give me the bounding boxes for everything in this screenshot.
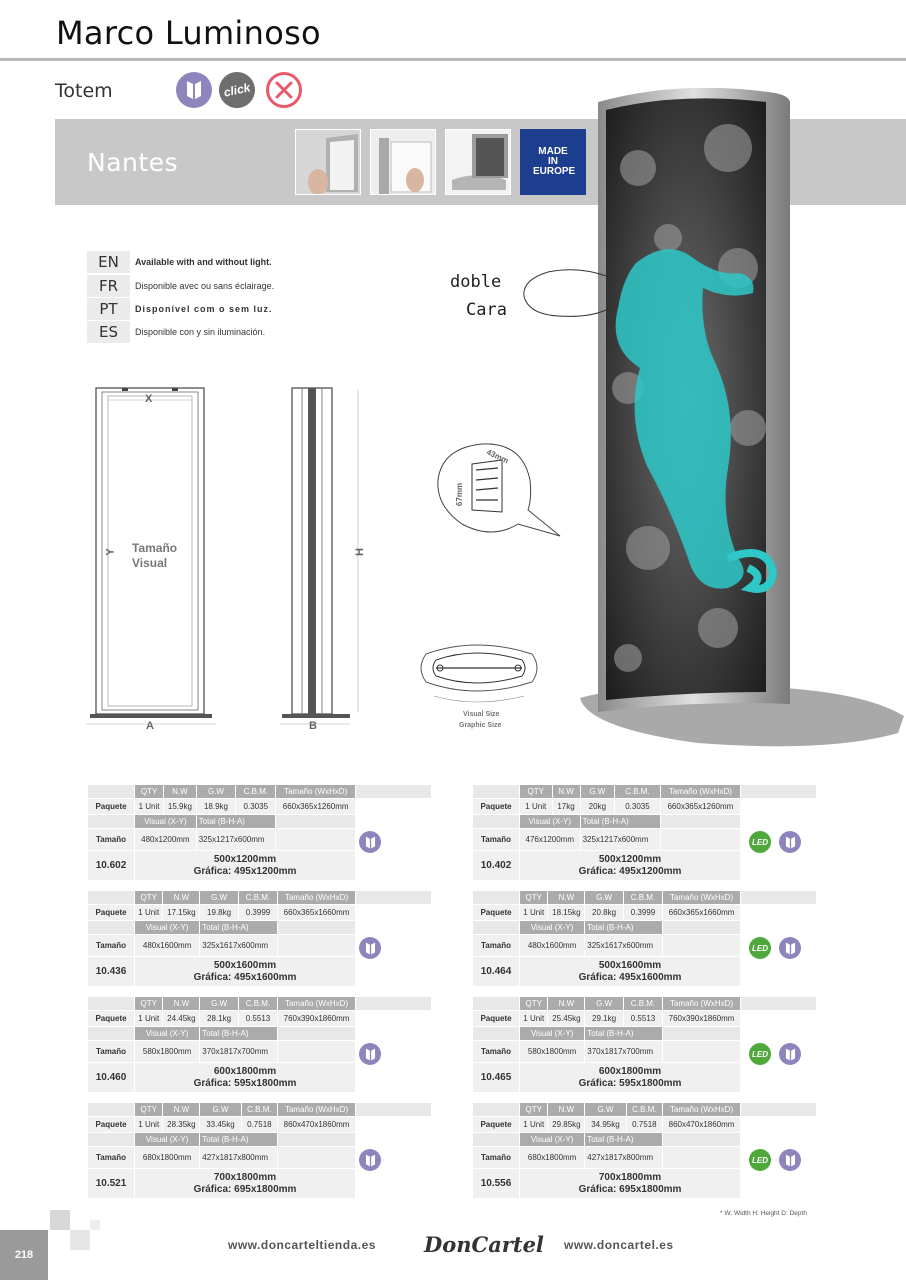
col-visual: Visual (X-Y) bbox=[520, 1027, 585, 1041]
cell-dims: 860x470x1860mm bbox=[663, 1117, 741, 1133]
col-cbm: C.B.M. bbox=[238, 997, 277, 1011]
led-icon bbox=[749, 1149, 771, 1171]
col-total: Total (B-H-A) bbox=[200, 1133, 278, 1147]
col-gw: G.W bbox=[580, 785, 615, 799]
graphic-size-caption: Graphic Size bbox=[459, 722, 502, 729]
cell-total: 325x1217x600mm bbox=[196, 829, 276, 851]
lang-row-fr bbox=[87, 275, 287, 297]
cell-visual: 680x1800mm bbox=[135, 1147, 200, 1169]
row-label-paquete: Paquete bbox=[473, 799, 520, 815]
cell-nw: 28.35kg bbox=[163, 1117, 200, 1133]
col-nw: N.W bbox=[548, 1103, 585, 1117]
col-gw: G.W bbox=[200, 891, 239, 905]
side-view-drawing bbox=[280, 386, 370, 732]
cell-gw: 33.45kg bbox=[200, 1117, 241, 1133]
size-main: 600x1800mm bbox=[213, 1065, 277, 1077]
lang-row-en bbox=[87, 251, 287, 273]
lang-row-es bbox=[87, 321, 287, 343]
cell-visual: 480x1200mm bbox=[135, 829, 197, 851]
cell-nw: 24.45kg bbox=[163, 1011, 200, 1027]
led-label: LED bbox=[752, 1049, 768, 1059]
detail-photo-base bbox=[445, 129, 511, 195]
product-code: 10.460 bbox=[88, 1063, 135, 1093]
cell-dims: 760x390x1860mm bbox=[663, 1011, 741, 1027]
led-label: LED bbox=[752, 1155, 768, 1165]
frame-profile-icon bbox=[359, 937, 381, 959]
col-dims: Tamaño (WxHxD) bbox=[663, 1103, 741, 1117]
frame-profile-icon bbox=[779, 1149, 801, 1171]
col-total: Total (B-H-A) bbox=[585, 921, 663, 935]
cell-dims: 660x365x1660mm bbox=[278, 905, 356, 921]
row-label-tamano: Tamaño bbox=[473, 935, 520, 957]
cell-dims: 660x365x1260mm bbox=[660, 799, 740, 815]
cell-qty: 1 Unit bbox=[520, 905, 548, 921]
col-qty: QTY bbox=[520, 785, 553, 799]
cell-total: 370x1817x700mm bbox=[200, 1041, 278, 1063]
col-total: Total (B-H-A) bbox=[200, 921, 278, 935]
dim-h: H bbox=[353, 548, 366, 556]
col-gw: G.W bbox=[585, 997, 624, 1011]
cell-cbm: 0.7518 bbox=[626, 1117, 662, 1133]
size-graphic: Gráfica: 495x1600mm bbox=[578, 971, 682, 983]
product-size bbox=[135, 1063, 356, 1093]
row-label-tamano: Tamaño bbox=[473, 1041, 520, 1063]
spec-table bbox=[87, 890, 432, 987]
page-title: Marco Luminoso bbox=[56, 14, 321, 52]
totem-product-photo bbox=[578, 88, 906, 748]
product-code: 10.402 bbox=[473, 851, 520, 881]
cell-gw: 18.9kg bbox=[196, 799, 236, 815]
row-label-paquete: Paquete bbox=[88, 1117, 135, 1133]
size-main: 700x1800mm bbox=[213, 1171, 277, 1183]
cell-qty: 1 Unit bbox=[520, 1117, 548, 1133]
col-nw: N.W bbox=[548, 891, 585, 905]
size-main: 500x1200mm bbox=[213, 853, 277, 865]
annotation-line2: Cara bbox=[466, 300, 507, 320]
product-category: Totem bbox=[55, 80, 113, 102]
lang-text: Disponível com o sem luz. bbox=[135, 304, 273, 314]
dim-b: B bbox=[309, 720, 317, 732]
product-size bbox=[135, 851, 356, 881]
col-cbm: C.B.M. bbox=[623, 891, 662, 905]
col-cbm: C.B.M. bbox=[615, 785, 661, 799]
col-nw: N.W bbox=[163, 891, 200, 905]
product-name: Nantes bbox=[87, 148, 179, 177]
size-main: 500x1600mm bbox=[598, 959, 662, 971]
cell-gw: 19.8kg bbox=[200, 905, 239, 921]
cell-cbm: 0.3999 bbox=[238, 905, 277, 921]
col-cbm: C.B.M. bbox=[238, 891, 277, 905]
col-visual: Visual (X-Y) bbox=[135, 921, 200, 935]
col-gw: G.W bbox=[200, 997, 239, 1011]
cell-cbm: 0.3999 bbox=[623, 905, 662, 921]
cell-nw: 15.9kg bbox=[164, 799, 197, 815]
cell-qty: 1 Unit bbox=[520, 1011, 548, 1027]
led-icon bbox=[749, 1043, 771, 1065]
lang-code: EN bbox=[87, 251, 130, 273]
cell-dims: 860x470x1860mm bbox=[278, 1117, 356, 1133]
footer-link-main[interactable]: www.doncartel.es bbox=[564, 1238, 674, 1252]
spec-table bbox=[87, 1102, 432, 1199]
base-top-view-drawing bbox=[416, 636, 542, 716]
cell-qty: 1 Unit bbox=[135, 1011, 163, 1027]
row-label-paquete: Paquete bbox=[473, 1117, 520, 1133]
size-main: 500x1600mm bbox=[213, 959, 277, 971]
product-code: 10.436 bbox=[88, 957, 135, 987]
lang-code: FR bbox=[87, 275, 130, 297]
row-label-tamano: Tamaño bbox=[88, 935, 135, 957]
col-cbm: C.B.M. bbox=[236, 785, 276, 799]
cell-nw: 29.85kg bbox=[548, 1117, 585, 1133]
footnote: * W: Width H: Height D: Depth bbox=[720, 1210, 807, 1217]
cell-cbm: 0.7518 bbox=[241, 1117, 277, 1133]
row-label-paquete: Paquete bbox=[473, 1011, 520, 1027]
col-qty: QTY bbox=[520, 891, 548, 905]
col-visual: Visual (X-Y) bbox=[520, 815, 581, 829]
cell-visual: 580x1800mm bbox=[520, 1041, 585, 1063]
product-code: 10.464 bbox=[473, 957, 520, 987]
col-qty: QTY bbox=[135, 997, 163, 1011]
led-icon bbox=[749, 831, 771, 853]
cell-cbm: 0.3035 bbox=[236, 799, 276, 815]
col-total: Total (B-H-A) bbox=[196, 815, 276, 829]
col-total: Total (B-H-A) bbox=[585, 1133, 663, 1147]
row-label-tamano: Tamaño bbox=[88, 1041, 135, 1063]
frame-profile-icon bbox=[779, 831, 801, 853]
col-gw: G.W bbox=[585, 891, 624, 905]
product-size bbox=[520, 851, 741, 881]
cell-total: 325x1217x600mm bbox=[580, 829, 660, 851]
col-gw: G.W bbox=[585, 1103, 626, 1117]
cell-total: 427x1817x800mm bbox=[585, 1147, 663, 1169]
dim-x: X bbox=[145, 393, 153, 405]
product-size bbox=[520, 1063, 741, 1093]
cell-gw: 28.1kg bbox=[200, 1011, 239, 1027]
dim-y: Y bbox=[104, 548, 117, 556]
lang-code: PT bbox=[87, 298, 130, 320]
product-code: 10.465 bbox=[473, 1063, 520, 1093]
size-main: 700x1800mm bbox=[598, 1171, 662, 1183]
cell-qty: 1 Unit bbox=[520, 799, 553, 815]
brand-logo: DonCartel bbox=[424, 1232, 544, 1257]
col-qty: QTY bbox=[135, 785, 164, 799]
col-dims: Tamaño (WxHxD) bbox=[663, 891, 741, 905]
col-nw: N.W bbox=[163, 1103, 200, 1117]
cell-dims: 760x390x1860mm bbox=[278, 1011, 356, 1027]
cell-visual: 680x1800mm bbox=[520, 1147, 585, 1169]
lang-text: Disponible avec ou sans éclairage. bbox=[135, 281, 275, 291]
size-graphic: Gráfica: 495x1600mm bbox=[193, 971, 297, 983]
col-dims: Tamaño (WxHxD) bbox=[660, 785, 740, 799]
frame-profile-icon bbox=[359, 1149, 381, 1171]
product-size bbox=[520, 957, 741, 987]
made-in-europe-badge: MADE IN EUROPE bbox=[520, 129, 586, 195]
cell-visual: 480x1600mm bbox=[135, 935, 200, 957]
row-label-paquete: Paquete bbox=[88, 905, 135, 921]
col-visual: Visual (X-Y) bbox=[520, 921, 585, 935]
frame-profile-icon bbox=[359, 831, 381, 853]
col-gw: G.W bbox=[196, 785, 236, 799]
dim-a: A bbox=[146, 720, 154, 732]
col-total: Total (B-H-A) bbox=[200, 1027, 278, 1041]
cell-dims: 660x365x1660mm bbox=[663, 905, 741, 921]
visual-size-label: Tamaño Visual bbox=[132, 541, 178, 570]
cell-gw: 20kg bbox=[580, 799, 615, 815]
row-label-tamano: Tamaño bbox=[88, 829, 135, 851]
product-code: 10.556 bbox=[473, 1169, 520, 1199]
cell-dims: 660x365x1260mm bbox=[276, 799, 356, 815]
col-dims: Tamaño (WxHxD) bbox=[663, 997, 741, 1011]
col-cbm: C.B.M. bbox=[626, 1103, 662, 1117]
cell-visual: 580x1800mm bbox=[135, 1041, 200, 1063]
col-dims: Tamaño (WxHxD) bbox=[276, 785, 356, 799]
no-tools-icon bbox=[266, 72, 302, 108]
size-graphic: Gráfica: 495x1200mm bbox=[193, 865, 297, 877]
row-label-paquete: Paquete bbox=[473, 905, 520, 921]
click-label: click bbox=[222, 80, 252, 100]
product-code: 10.602 bbox=[88, 851, 135, 881]
cell-qty: 1 Unit bbox=[135, 799, 164, 815]
spec-table bbox=[87, 784, 432, 881]
frame-profile-icon bbox=[359, 1043, 381, 1065]
cell-nw: 17.15kg bbox=[163, 905, 200, 921]
col-nw: N.W bbox=[163, 997, 200, 1011]
lang-text: Available with and without light. bbox=[135, 257, 272, 267]
cell-total: 325x1617x600mm bbox=[585, 935, 663, 957]
cell-nw: 18.15kg bbox=[548, 905, 585, 921]
footer-deco-squares bbox=[48, 1208, 102, 1252]
row-label-tamano: Tamaño bbox=[473, 1147, 520, 1169]
col-total: Total (B-H-A) bbox=[580, 815, 660, 829]
cell-qty: 1 Unit bbox=[135, 905, 163, 921]
frame-profile-icon bbox=[779, 937, 801, 959]
profile-height: 67mm bbox=[455, 482, 465, 507]
cell-gw: 20.8kg bbox=[585, 905, 624, 921]
cell-visual: 476x1200mm bbox=[520, 829, 581, 851]
col-cbm: C.B.M. bbox=[623, 997, 662, 1011]
led-icon bbox=[749, 937, 771, 959]
col-qty: QTY bbox=[135, 1103, 163, 1117]
col-cbm: C.B.M. bbox=[241, 1103, 277, 1117]
product-code: 10.521 bbox=[88, 1169, 135, 1199]
col-visual: Visual (X-Y) bbox=[520, 1133, 585, 1147]
lang-row-pt bbox=[87, 298, 287, 320]
col-nw: N.W bbox=[548, 997, 585, 1011]
cell-nw: 17kg bbox=[552, 799, 580, 815]
cell-gw: 29.1kg bbox=[585, 1011, 624, 1027]
lang-code: ES bbox=[87, 321, 130, 343]
cell-total: 325x1617x600mm bbox=[200, 935, 278, 957]
cell-nw: 25.45kg bbox=[548, 1011, 585, 1027]
cell-visual: 480x1600mm bbox=[520, 935, 585, 957]
row-label-tamano: Tamaño bbox=[88, 1147, 135, 1169]
cell-total: 370x1817x700mm bbox=[585, 1041, 663, 1063]
size-graphic: Gráfica: 695x1800mm bbox=[578, 1183, 682, 1195]
col-visual: Visual (X-Y) bbox=[135, 815, 197, 829]
row-label-paquete: Paquete bbox=[88, 1011, 135, 1027]
cell-cbm: 0.3035 bbox=[615, 799, 661, 815]
frame-profile-icon bbox=[176, 72, 212, 108]
lang-text: Disponible con y sin iluminación. bbox=[135, 327, 266, 337]
cell-gw: 34.95kg bbox=[585, 1117, 626, 1133]
frame-profile-icon bbox=[779, 1043, 801, 1065]
detail-photo-frame-open bbox=[370, 129, 436, 195]
col-dims: Tamaño (WxHxD) bbox=[278, 891, 356, 905]
col-qty: QTY bbox=[520, 997, 548, 1011]
col-qty: QTY bbox=[135, 891, 163, 905]
click-system-icon bbox=[216, 69, 259, 112]
led-label: LED bbox=[752, 943, 768, 953]
row-label-tamano: Tamaño bbox=[473, 829, 520, 851]
cell-cbm: 0.5513 bbox=[623, 1011, 662, 1027]
col-total: Total (B-H-A) bbox=[585, 1027, 663, 1041]
cell-qty: 1 Unit bbox=[135, 1117, 163, 1133]
col-nw: N.W bbox=[552, 785, 580, 799]
product-size bbox=[135, 1169, 356, 1199]
title-divider bbox=[0, 58, 906, 61]
product-size bbox=[135, 957, 356, 987]
row-label-paquete: Paquete bbox=[88, 799, 135, 815]
visual-size-caption: Visual Size bbox=[463, 711, 500, 718]
cell-total: 427x1817x800mm bbox=[200, 1147, 278, 1169]
col-visual: Visual (X-Y) bbox=[135, 1133, 200, 1147]
annotation-arrow bbox=[518, 266, 610, 322]
col-qty: QTY bbox=[520, 1103, 548, 1117]
col-dims: Tamaño (WxHxD) bbox=[278, 1103, 356, 1117]
footer-link-tienda[interactable]: www.doncarteltienda.es bbox=[228, 1238, 376, 1252]
col-dims: Tamaño (WxHxD) bbox=[278, 997, 356, 1011]
size-graphic: Gráfica: 695x1800mm bbox=[193, 1183, 297, 1195]
size-main: 600x1800mm bbox=[598, 1065, 662, 1077]
product-size bbox=[520, 1169, 741, 1199]
spec-table bbox=[87, 996, 432, 1093]
detail-photo-frame-corner bbox=[295, 129, 361, 195]
col-nw: N.W bbox=[164, 785, 197, 799]
page-number: 218 bbox=[0, 1230, 48, 1280]
col-gw: G.W bbox=[200, 1103, 241, 1117]
size-graphic: Gráfica: 495x1200mm bbox=[578, 865, 682, 877]
profile-width: 43mm bbox=[485, 447, 510, 466]
size-graphic: Gráfica: 595x1800mm bbox=[578, 1077, 682, 1089]
col-visual: Visual (X-Y) bbox=[135, 1027, 200, 1041]
annotation-line1: doble bbox=[450, 272, 502, 292]
size-graphic: Gráfica: 595x1800mm bbox=[193, 1077, 297, 1089]
cell-cbm: 0.5513 bbox=[238, 1011, 277, 1027]
led-label: LED bbox=[752, 837, 768, 847]
size-main: 500x1200mm bbox=[598, 853, 662, 865]
